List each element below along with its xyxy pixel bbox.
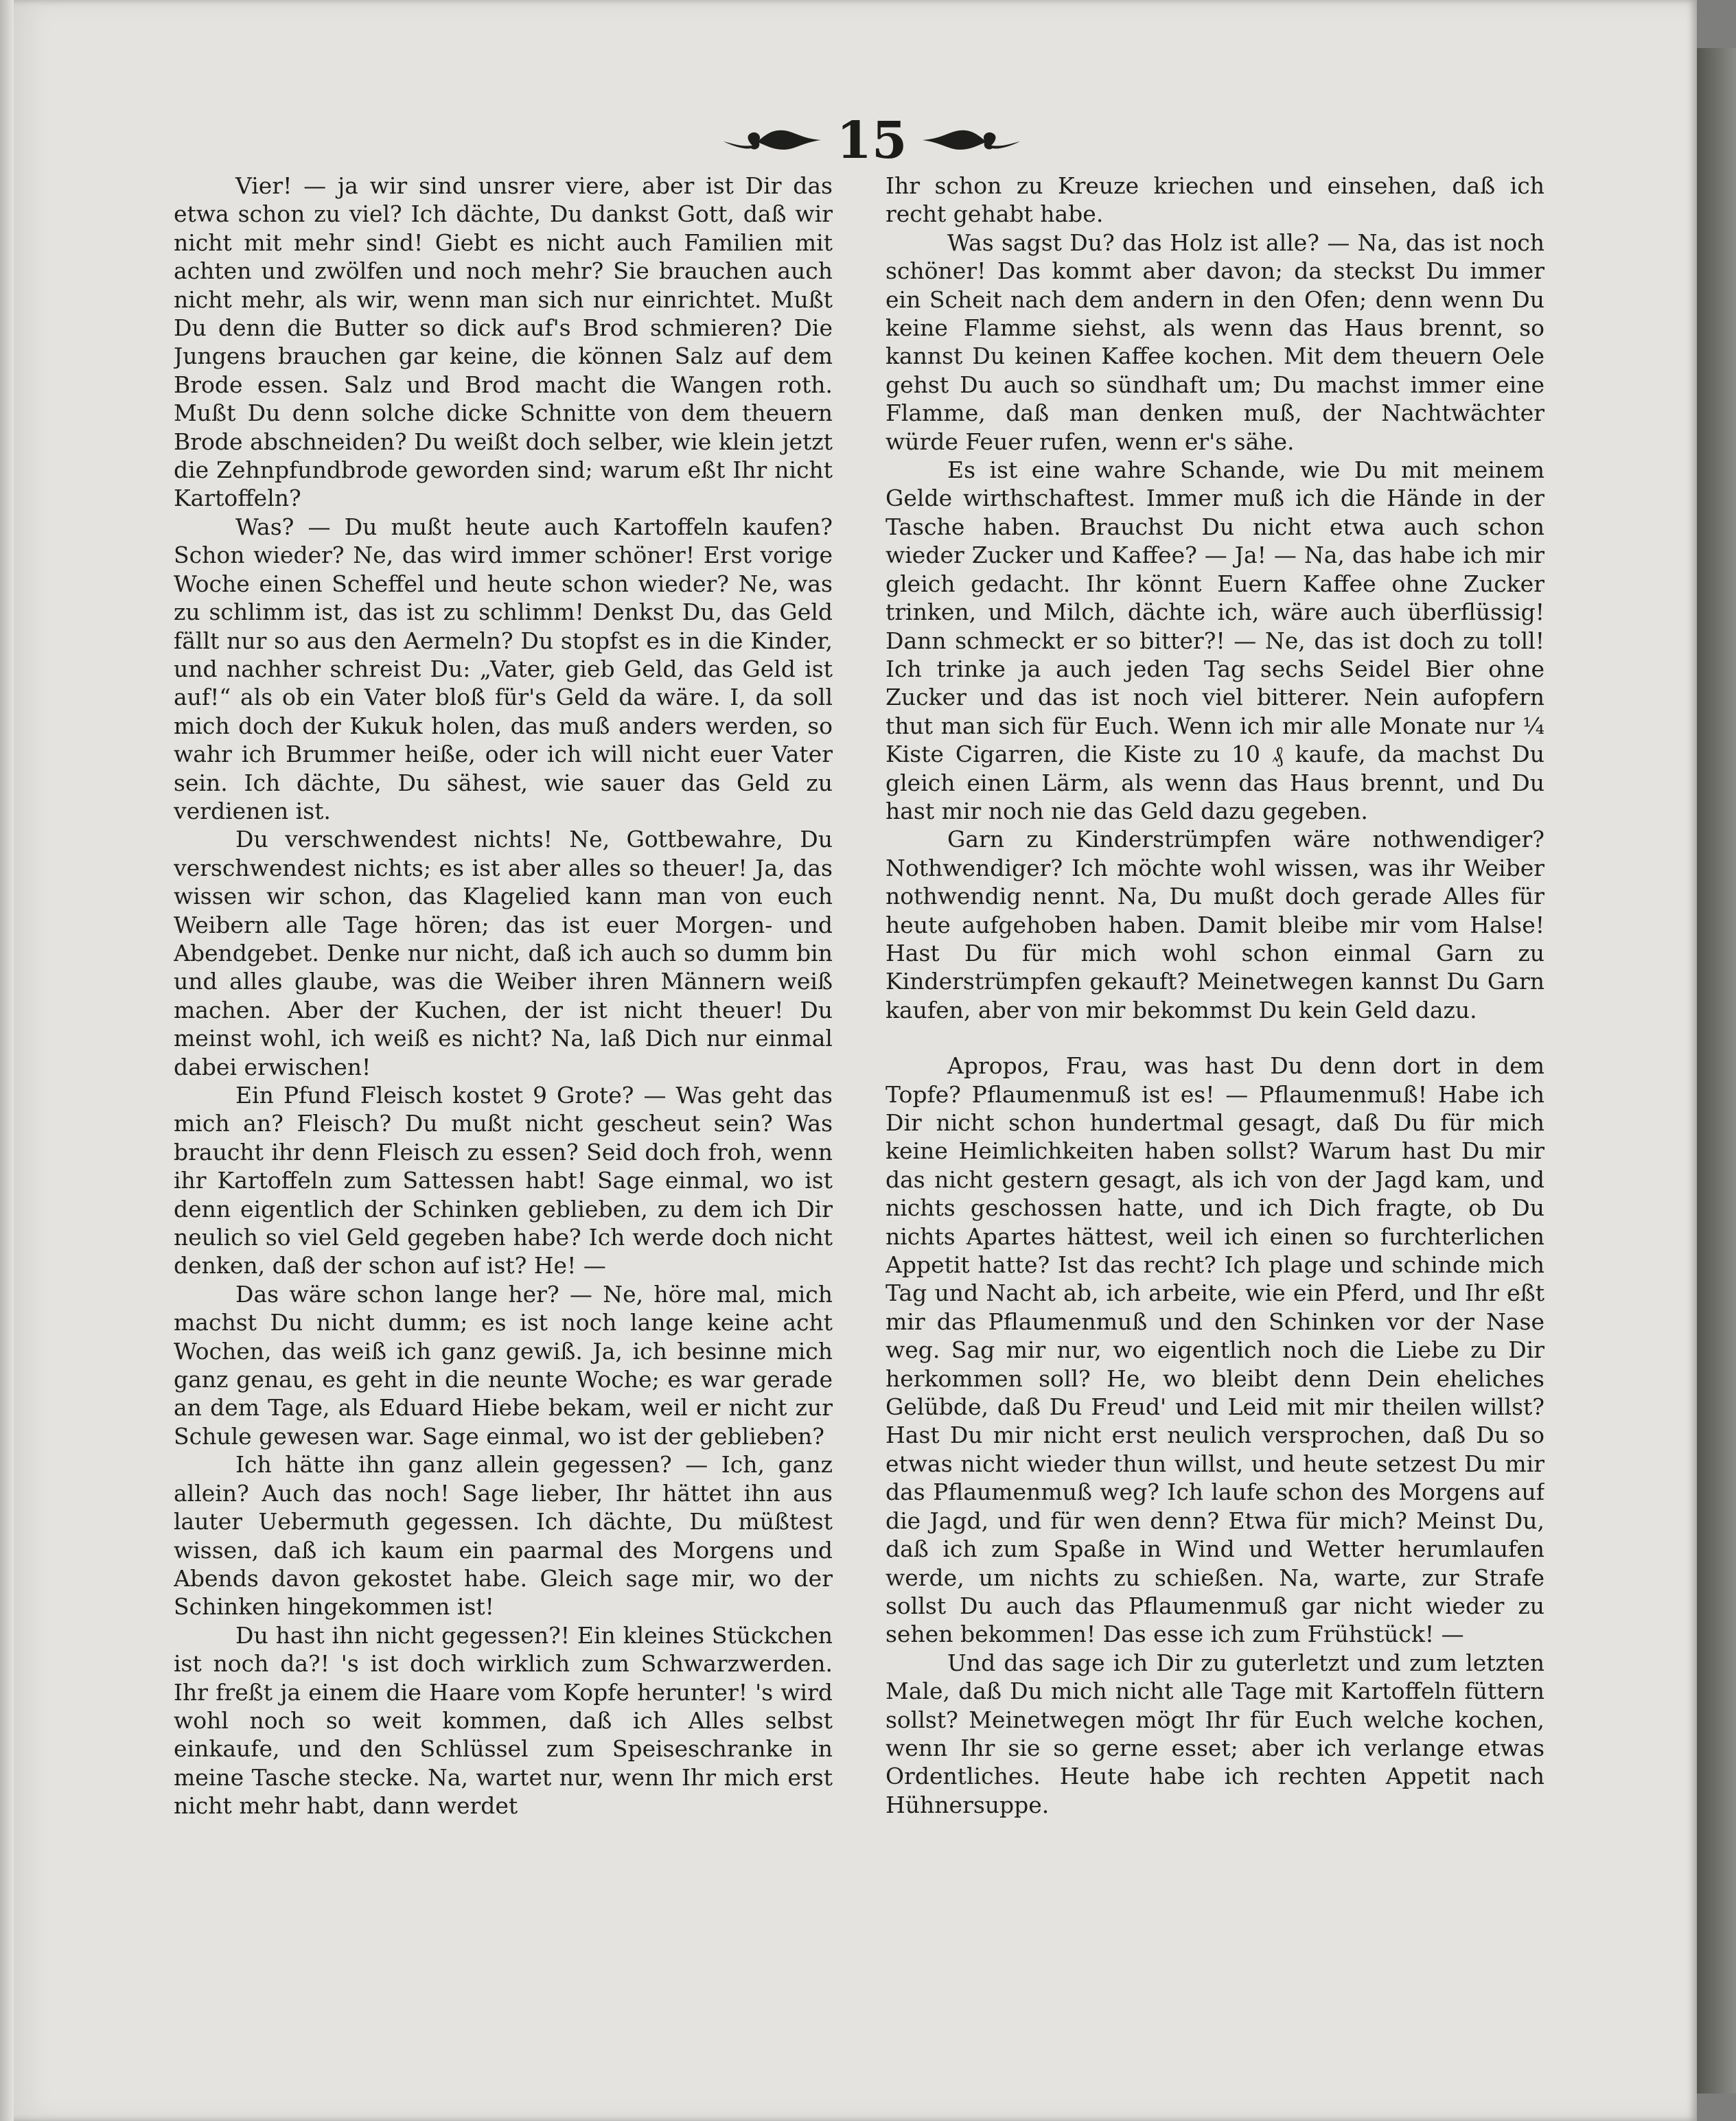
page-number: 15 [836,111,907,170]
paragraph: Du hast ihn nicht gegessen?! Ein kleines Stückchen ist noch da?! 's ist doch wirklich zum Schwarzwerden. Ihr freßt ja einem die Haare vom Kopfe herunter! 's wird wohl noch so weit kommen, daß ich Alles selbst einkaufe, und den Schlüssel zum Speiseschranke in meine Tasche stecke. Na, wartet nur, wenn Ihr mich erst nicht mehr habt, dann werdet [174,1621,833,1820]
left-column [174,172,833,2107]
paragraph: Das wäre schon lange her? — Ne, höre mal, mich machst Du nicht dumm; es ist noch lange keine acht Wochen, das weiß ich ganz gewiß. Ja, ich besinne mich ganz genau, es geht in die neunte Woche; es war gerade an dem Tage, als Eduard Hiebe bekam, weil er nicht zur Schule gewesen war. Sage einmal, wo ist der geblieben? [174,1280,833,1450]
paragraph: Vier! — ja wir sind unsrer viere, aber ist Dir das etwa schon zu viel? Ich dächte, Du dankst Gott, daß wir nicht mit mehr sind! Giebt es nicht auch Familien mit achten und zwölfen und noch mehr? Sie brauchen auch nicht mehr, als wir, wenn man sich nur einrichtet. Mußt Du denn die Butter so dick auf's Brod schmieren? Die Jungens brauchen gar keine, die können Salz auf dem Brode essen. Salz und Brod macht die Wangen roth. Mußt Du denn solche dicke Schnitte von dem theuern Brode abschneiden? Du weißt doch selber, wie klein jetzt die Zehnpfundbrode geworden sind; warum eßt Ihr nicht Kartoffeln? [174,172,833,512]
paragraph: Ein Pfund Fleisch kostet 9 Grote? — Was geht das mich an? Fleisch? Du mußt nicht gescheut sein? Was braucht ihr denn Fleisch zu essen? Seid doch froh, wenn ihr Kartoffeln zum Sattessen habt! Sage einmal, wo ist denn eigentlich der Schinken geblieben, zu dem ich Dir neulich so viel Geld gegeben habe? Ich werde doch nicht denken, daß der schon auf ist? He! — [174,1082,833,1279]
paragraph: Und das sage ich Dir zu guterletzt und zum letzten Male, daß Du mich nicht alle Tage mit Kartoffeln füttern sollst? Meinetwegen mögt Ihr für Euch welche kochen, wenn Ihr sie so gerne esset; aber ich verlange etwas Ordentliches. Heute habe ich rechten Appetit nach Hühnersuppe. [886,1649,1544,1818]
paragraph: Du verschwendest nichts! Ne, Gottbewahre, Du verschwendest nichts; es ist aber alles so theuer! Ja, das wissen wir schon, das Klagelied kann man von euch Weibern alle Tage hören; das ist euer Morgen- und Abendgebet. Denke nur nicht, daß ich auch so dumm bin und alles glaube, was die Weiber ihren Männern weiß machen. Aber der Kuchen, der ist nicht theuer! Du meinst wohl, ich weiß es nicht? Na, laß Dich nur einmal dabei erwischen! [174,826,833,1080]
paragraph: Was? — Du mußt heute auch Kartoffeln kaufen? Schon wieder? Ne, das wird immer schöner! Erst vorige Woche einen Scheffel und heute schon wieder? Ne, was zu schlimm ist, das ist zu schlimm! Denkst Du, das Geld fällt nur so aus den Aermeln? Du stopfst es in die Kinder, und nachher schreist Du: „Vater, gieb Geld, das Geld ist auf!“ als ob ein Vater bloß für's Geld da wäre. I, da soll mich doch der Kukuk holen, das muß anders werden, so wahr ich Brummer heiße, oder ich will nicht euer Vater sein. Ich dächte, Du sähest, wie sauer das Geld zu verdienen ist. [174,513,833,824]
paragraph: Garn zu Kinderstrümpfen wäre nothwendiger? Nothwendiger? Ich möchte wohl wissen, was ihr Weiber nothwendig nennt. Na, Du mußt doch gerade Alles für heute aufgehoben haben. Damit bleibe mir vom Halse! Hast Du für mich wohl schon einmal Garn zu Kinderstrümpfen gekauft? Meinetwegen kannst Du Garn kaufen, aber von mir bekommst Du kein Geld dazu. [886,826,1544,1023]
right-column [886,172,1544,2107]
paragraph: Apropos, Frau, was hast Du denn dort in dem Topfe? Pflaumenmuß ist es! — Pflaumenmuß! Habe ich Dir nicht schon hundertmal gesagt, daß Du für mich keine Heimlichkeiten haben sollst? Warum hast Du mir das nicht gestern gesagt, als ich von der Jagd kam, und nichts geschossen hatte, und ich Dich fragte, ob Du nichts Apartes hättest, weil ich einen so furchterlichen Appetit hatte? Ist das recht? Ich plage und schinde mich Tag und Nacht ab, ich arbeite, wie ein Pferd, und Ihr eßt mir das Pflaumenmuß und den Schinken vor der Nase weg. Sag mir nur, wo eigentlich noch die Liebe zu Dir herkommen soll? He, wo bleibt denn Dein eheliches Gelübde, daß Du Freud' und Leid mit mir theilen willst? Hast Du mir nicht erst neulich versprochen, daß Du so etwas nicht wieder thun willst, und heute setzest Du mir das Pflaumenmuß weg? Ich laufe schon des Morgens auf die Jagd, und für wen denn? Etwa für mich? Meinst Du, daß ich zum Spaße in Wind und Wetter herumlaufen werde, um nichts zu schießen. Na, warte, zur Strafe sollst Du auch das Pflaumenmuß gar nicht wieder zu sehen bekommen! Das esse ich zum Frühstück! — [886,1052,1544,1648]
page-edge-shadow [1697,48,1736,2094]
paragraph: Ich hätte ihn ganz allein gegessen? — Ich, ganz allein? Auch das noch! Sage lieber, Ihr hättet ihn aus lauter Uebermuth gegessen. Ich dächte, Du müßtest wissen, daß ich kaum ein paarmal des Morgens und Abends davon gekostet habe. Gleich sage mir, wo der Schinken hingekommen ist! [174,1451,833,1621]
paragraph: Was sagst Du? das Holz ist alle? — Na, das ist noch schöner! Das kommt aber davon; da steckst Du immer ein Scheit nach dem andern in den Ofen; denn wenn Du keine Flamme siehst, als wenn das Haus brennt, so kannst Du keinen Kaffee kochen. Mit dem theuern Oele gehst Du auch so sündhaft um; Du machst immer eine Flamme, daß man denken muß, der Nachtwächter würde Feuer rufen, wenn er's sähe. [886,229,1544,455]
paragraph: Ihr schon zu Kreuze kriechen und einsehen, daß ich recht gehabt habe. [886,172,1544,228]
left-ornament-icon [721,119,824,161]
page-header [714,103,1030,178]
page-gutter [0,0,14,2121]
right-ornament-icon [920,119,1023,161]
paragraph: Es ist eine wahre Schande, wie Du mit meinem Gelde wirthschaftest. Immer muß ich die Hände in der Tasche haben. Brauchst Du nicht etwa auch schon wieder Zucker und Kaffee? — Ja! — Na, das habe ich mir gleich gedacht. Ihr könnt Euern Kaffee ohne Zucker trinken, und Milch, dächte ich, wäre auch überflüssig! Dann schmeckt er so bitter?! — Ne, das ist doch zu toll! Ich trinke ja auch jeden Tag sechs Seidel Bier ohne Zucker und das ist noch viel bitterer. Nein aufopfern thut man sich für Euch. Wenn ich mir alle Monate nur ¼ Kiste Cigarren, die Kiste zu 10 ₰ kaufe, da machst Du gleich einen Lärm, als wenn das Haus brennt, und Du hast mir noch nie das Geld dazu gegeben. [886,456,1544,824]
